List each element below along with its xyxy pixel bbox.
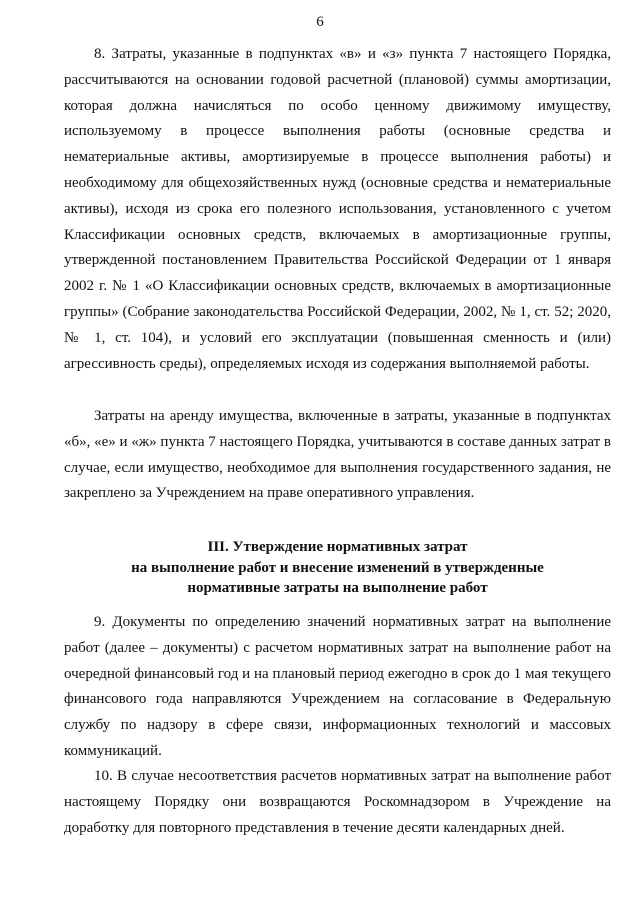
paragraph-9: 9. Документы по определению значений нормативных затрат на выполнение работ (далее – документы) с расчетом нормативных затрат на выполнение работ на очередной финансовый год и на плановый период ежегодно в срок до 1 мая текущего финансового года направляются Учреждением на согласование в Федеральную службу по надзору в сфере связи, информационных технологий и массовых коммуникаций. — [64, 614, 611, 759]
page-number: 6 — [316, 14, 324, 30]
section-heading — [64, 537, 611, 599]
paragraph-8: 8. Затраты, указанные в подпунктах «в» и «з» пункта 7 настоящего Порядка, рассчитываются на основании годовой расчетной (плановой) суммы амортизации, которая должна начисляться по особо ценному движимому имуществу, используемому в процессе выполнения работы (основные средства и нематериальные активы, амортизируемые в процессе выполнения работы) и необходимому для общехозяйственных нужд (основные средства и нематериальные активы), исходя из срока его полезного использования, установленного с учетом Классификации основных средств, включаемых в амортизационные группы, утвержденной постановлением Правительства Российской Федерации от 1 января 2002 г. № 1 «О Классификации основных средств, включаемых в амортизационные группы» (Собрание законодательства Российской Федерации, 2002, № 1, ст. 52; 2020, № 1, ст. 104), и условий его эксплуатации (повышенная сменность и (или) агрессивность среды), определяемых исходя из содержания выполняемой работы. — [64, 46, 611, 372]
paragraph-10: 10. В случае несоответствия расчетов нормативных затрат на выполнение работ настоящему Порядку они возвращаются Роскомнадзором в Учреждение на доработку для повторного представления в течение десяти календарных дней. — [64, 768, 611, 836]
section-heading-line-3: нормативные затраты на выполнение работ — [187, 580, 488, 596]
section-heading-line-1: III. Утверждение нормативных затрат — [207, 539, 468, 555]
section-heading-line-2: на выполнение работ и внесение изменений в утвержденные — [131, 559, 544, 576]
paragraph-rent-costs: Затраты на аренду имущества, включенные в затраты, указанные в подпунктах «б», «е» и «ж» пункта 7 настоящего Порядка, учитываются в составе данных затрат в случае, если имущество, необходимое для выполнения государственного задания, не закреплено за Учреждением на праве оперативного управления. — [64, 408, 611, 502]
